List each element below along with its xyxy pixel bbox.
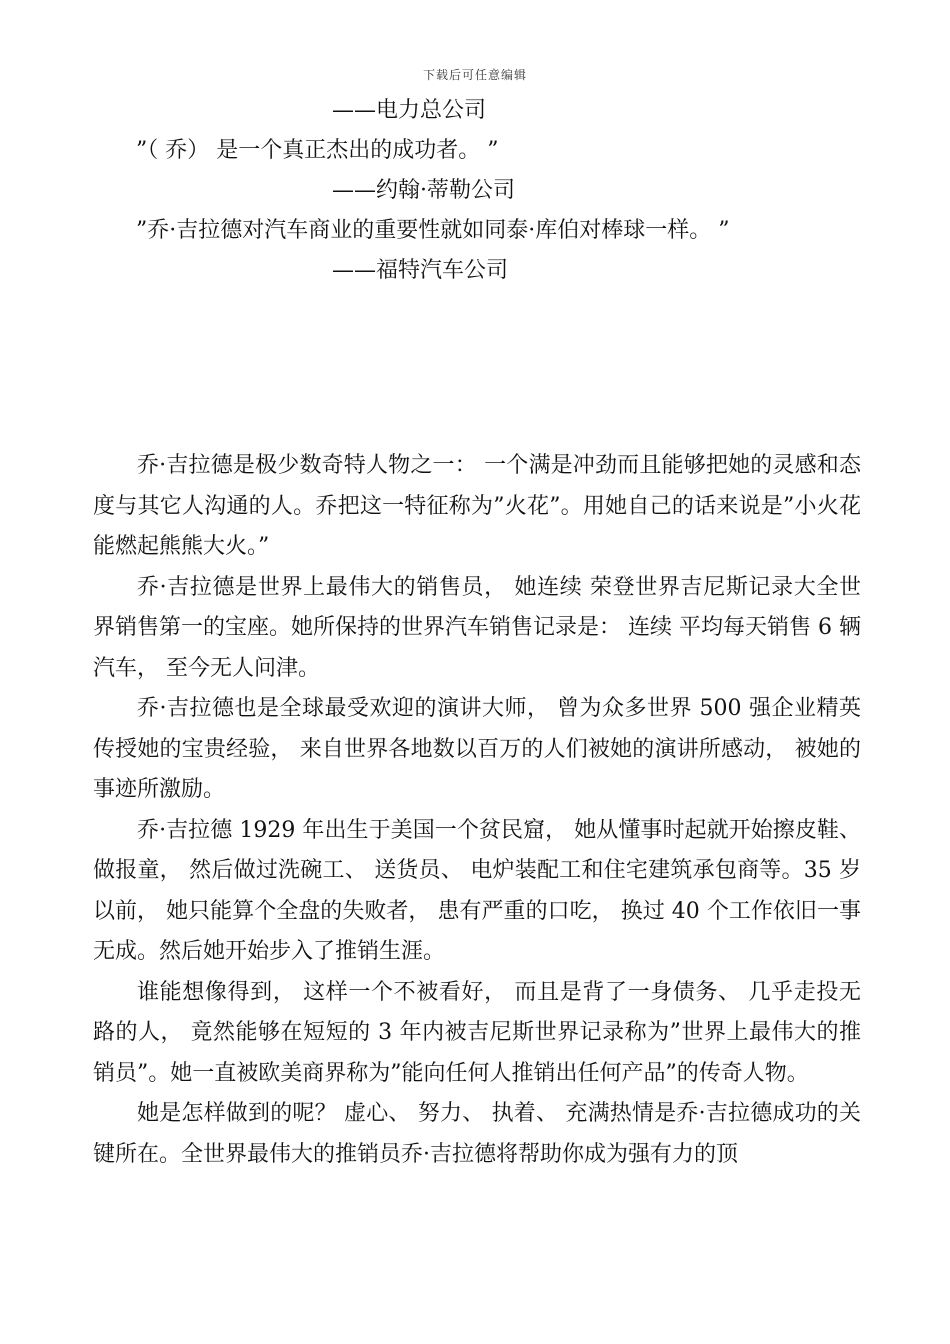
quote-importance: ”乔·吉拉德对汽车商业的重要性就如同泰·库伯对棒球一样。 ” [136,218,730,243]
paragraph: 乔·吉拉德 1929 年出生于美国一个贫民窟， 她从懂事时起就开始擦皮鞋、 做报童， 然后做过洗碗工、 送货员、 电炉装配工和住宅建筑承包商等。35 岁以前， 她只能算个全盘的失败者， 患有严重的口吃， 换过 40 个工作依旧一事无成。然后她开始步入了推销生涯。 [93,817,861,964]
paragraph: 她是怎样做到的呢？ 虚心、 努力、 执着、 充满热情是乔·吉拉德成功的关键所在。全世界最伟大的推销员乔·吉拉德将帮助你成为强有力的顶 [93,1101,861,1167]
header-note: 下载后可任意编辑 [422,68,527,82]
paragraph: 乔·吉拉德是极少数奇特人物之一： 一个满是冲劲而且能够把她的灵感和态度与其它人沟通的人。乔把这一特征称为”火花”。用她自己的话来说是”小火花能燃起熊熊大火。” [93,453,861,559]
attribution-power-company: ——电力总公司 [332,98,487,123]
quote-success: ”（ 乔） 是一个真正杰出的成功者。 ” [136,138,499,163]
paragraph: 乔·吉拉德也是全球最受欢迎的演讲大师， 曾为众多世界 500 强企业精英传授她的宝贵经验， 来自世界各地数以百万的人们被她的演讲所感动， 被她的事迹所激励。 [93,696,861,802]
attribution-ford: ——福特汽车公司 [332,258,509,283]
paragraph: 乔·吉拉德是世界上最伟大的销售员， 她连续 荣登世界吉尼斯记录大全世界销售第一的宝座。她所保持的世界汽车销售记录是： 连续 平均每天销售 6 辆汽车， 至今无人问津。 [93,574,861,681]
attribution-john-deere: ——约翰·蒂勒公司 [332,178,515,203]
body-text [93,446,861,1175]
paragraph: 谁能想像得到， 这样一个不被看好， 而且是背了一身债务、 几乎走投无路的人， 竟然能够在短短的 3 年内被吉尼斯世界记录称为”世界上最伟大的推销员”。她一直被欧美商界称为”能向任何人推销出任何产品”的传奇人物。 [93,979,861,1086]
